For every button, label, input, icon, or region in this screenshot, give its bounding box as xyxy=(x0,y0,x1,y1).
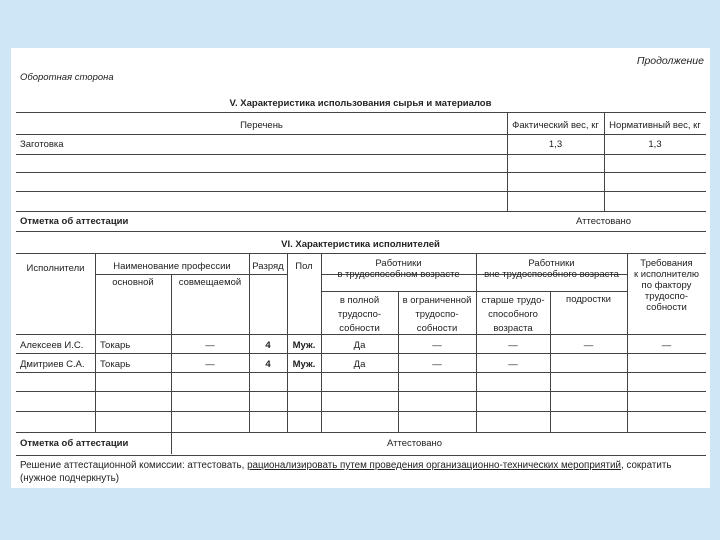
col-teenagers: подростки xyxy=(566,294,611,305)
col-requirements-header: Требования к исполнителю по фактору трудоспо- собности xyxy=(633,258,700,313)
col-sex: Пол xyxy=(295,261,313,272)
col-full-capacity: в полной трудоспо- собности xyxy=(337,295,382,334)
reverse-side-label: Оборотная сторона xyxy=(20,72,114,83)
continued-label: Продолжение xyxy=(636,55,704,67)
col-main-profession: основной xyxy=(112,277,154,288)
attestation-mark-value-v: Аттестовано xyxy=(576,216,632,227)
material-name: Заготовка xyxy=(20,139,64,150)
col-profession: Наименование профессии xyxy=(113,261,231,272)
col-grade: Разряд xyxy=(252,261,284,272)
col-older-working-age: старше трудо- способного возраста xyxy=(481,295,545,334)
underline-note: (нужное подчеркнуть) xyxy=(20,473,119,484)
commission-decision: Решение аттестационной комиссии: аттестовать, рационализировать путем проведения организационно-технических мероприятий, сократить xyxy=(20,460,672,471)
material-actual-weight: 1,3 xyxy=(548,139,563,150)
attestation-mark-label-vi: Отметка об аттестации xyxy=(20,438,129,449)
document-page: Продолжение Оборотная сторона V. Характеристика использования сырья и материалов Перечень Фактический вес, кг Нормативный вес, кг Заготовка 1,3 1,3 Отметка об аттестации Аттестовано VI. Характеристика исполнителей Исполнители Наименование профессии основной совмещаемой Разряд Пол Работники в трудоспособном возрасте Работники вне трудоспособного возраста Требования к исполнителю по фактору трудоспо- собности в полной трудоспо- собности в ограниченной трудоспо- собности старше трудо- способного возраста подростки Алексеев И.С. Токарь — 4 Муж. Да — — — — Дмитриев С.А. Токарь — 4 Муж. Да — — Отметка об аттестации Аттестовано Решение аттестационной комиссии: аттестовать, рационализировать путем проведения организационно-технических мероприятий, сократить (нужное подчеркнуть) xyxy=(11,48,710,488)
col-outside-working-age-header: Работники вне трудоспособного возраста xyxy=(484,258,619,280)
col-list-header: Перечень xyxy=(240,120,283,131)
col-norm-weight-header: Нормативный вес, кг xyxy=(609,120,701,131)
section-vi-title: VI. Характеристика исполнителей xyxy=(281,239,440,250)
col-combined-profession: совмещаемой xyxy=(178,277,242,288)
col-limited-capacity: в ограниченной трудоспо- собности xyxy=(402,295,472,334)
attestation-mark-value-vi: Аттестовано xyxy=(387,438,443,449)
col-actual-weight-header: Фактический вес, кг xyxy=(512,120,599,131)
material-norm-weight: 1,3 xyxy=(648,139,662,150)
col-working-age-header: Работники в трудоспособном возрасте xyxy=(337,258,460,280)
attestation-mark-label-v: Отметка об аттестации xyxy=(20,216,129,227)
col-performers: Исполнители xyxy=(26,263,85,274)
section-v-title: V. Характеристика использования сырья и материалов xyxy=(229,98,492,109)
